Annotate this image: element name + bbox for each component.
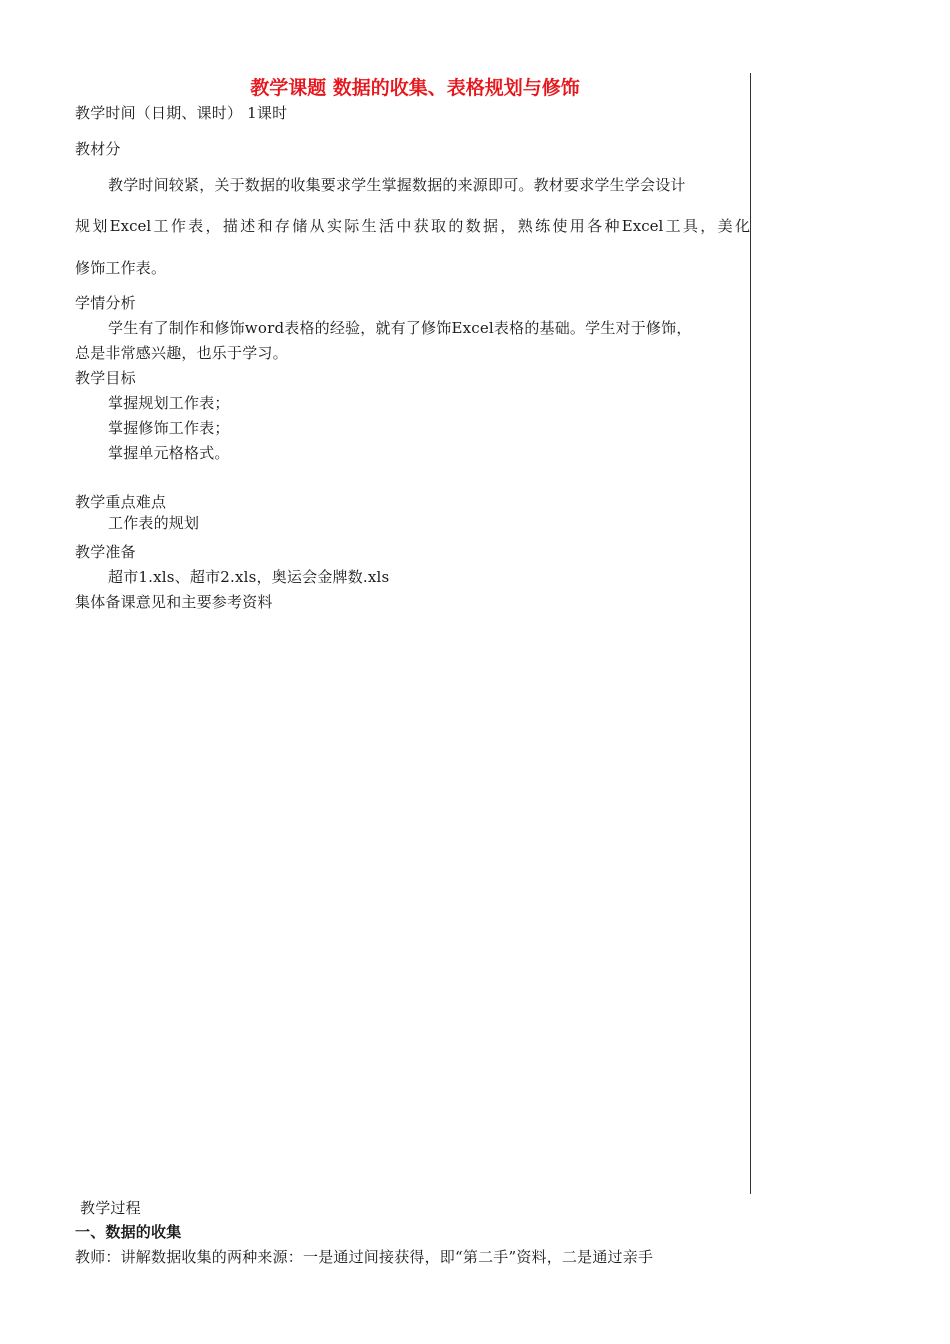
student-line-1: 学生有了制作和修饰word表格的经验，就有了修饰Excel表格的基础。学生对于修饰， bbox=[108, 319, 692, 337]
teaching-process-heading: 教学过程 bbox=[80, 1199, 141, 1217]
goal-item-3: 掌握单元格格式。 bbox=[108, 444, 230, 462]
teaching-time-label: 教学时间（日期、课时） 1课时 bbox=[75, 104, 288, 122]
student-line-2: 总是非常感兴趣，也乐于学习。 bbox=[75, 344, 288, 362]
key-points-heading: 教学重点难点 bbox=[75, 493, 167, 511]
goal-item-1: 掌握规划工作表； bbox=[108, 394, 230, 412]
textbook-analysis-heading: 教材分 bbox=[75, 140, 121, 158]
teacher-explanation-line: 教师：讲解数据收集的两种来源：一是通过间接获得，即“第二手”资料，二是通过亲手 bbox=[75, 1248, 654, 1266]
textbook-line-2: 规划Excel工作表，描述和存储从实际生活中获取的数据，熟练使用各种Excel工具，美化 bbox=[75, 217, 750, 235]
teaching-goals-heading: 教学目标 bbox=[75, 369, 136, 387]
preparation-heading: 教学准备 bbox=[75, 543, 136, 561]
student-analysis-heading: 学情分析 bbox=[75, 294, 136, 312]
lesson-title: 教学课题 数据的收集、表格规划与修饰 bbox=[250, 77, 580, 99]
textbook-line-3: 修饰工作表。 bbox=[75, 259, 167, 277]
preparation-item-1: 超市1.xls、超市2.xls，奥运会金牌数.xls bbox=[108, 568, 390, 586]
goal-item-2: 掌握修饰工作表； bbox=[108, 419, 230, 437]
collective-planning-heading: 集体备课意见和主要参考资料 bbox=[75, 593, 273, 611]
column-divider bbox=[750, 73, 751, 1194]
textbook-line-1: 教学时间较紧，关于数据的收集要求学生掌握数据的来源即可。教材要求学生学会设计 bbox=[108, 176, 686, 194]
key-point-item-1: 工作表的规划 bbox=[108, 514, 200, 532]
section-title-data-collection: 一、数据的收集 bbox=[75, 1223, 182, 1241]
